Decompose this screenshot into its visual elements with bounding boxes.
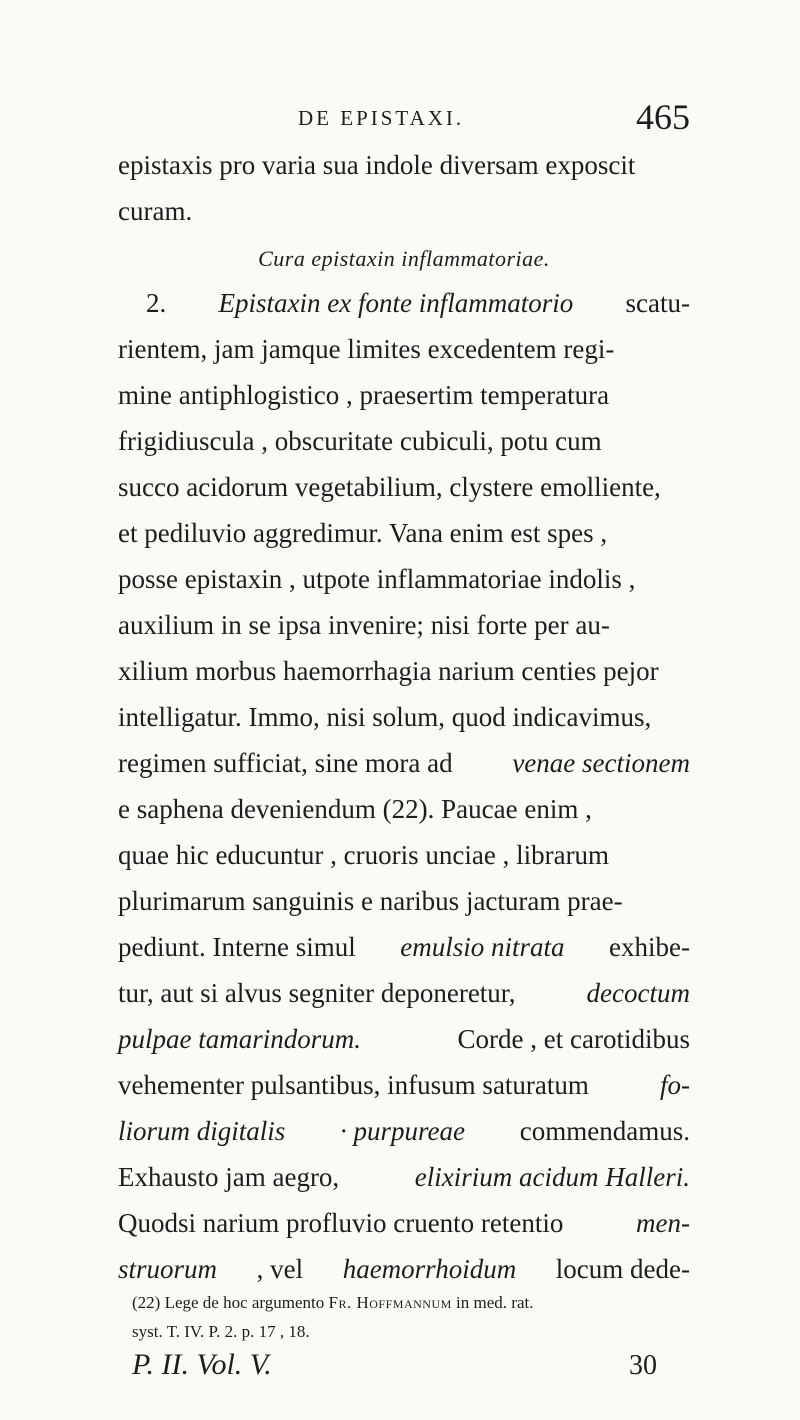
footnote-line: syst. T. IV. P. 2. p. 17 , 18.	[132, 1322, 310, 1341]
author-name: Fr. Hoffmannum	[328, 1293, 452, 1312]
italic-phrase: liorum digitalis	[118, 1116, 286, 1146]
italic-phrase: men-	[636, 1208, 690, 1238]
text-line: pulpae tamarindorum. Corde , et carotidibus	[118, 1016, 690, 1062]
italic-phrase: fo-	[660, 1070, 690, 1100]
footnote-line: (22) Lege de hoc argumento Fr. Hoffmannum in med. rat.	[132, 1293, 534, 1312]
italic-phrase: decoctum	[586, 978, 690, 1008]
signature-line	[132, 1348, 657, 1388]
italic-phrase: elixirium acidum Halleri.	[414, 1162, 690, 1192]
body-text	[118, 142, 690, 1292]
italic-phrase: struorum	[118, 1254, 218, 1284]
text-line: xilium morbus haemorrhagia narium centies pejor	[118, 656, 659, 686]
text-line: frigidiuscula , obscuritate cubiculi, potu cum	[118, 426, 602, 456]
text-line: rientem, jam jamque limites excedentem regi-	[118, 334, 615, 364]
text-line: regimen sufficiat, sine mora ad venae sectionem	[118, 740, 690, 786]
text-line: tur, aut si alvus segniter deponeretur, decoctum	[118, 970, 690, 1016]
signature-number: 30	[629, 1350, 657, 1381]
paragraph-number: 2.	[146, 288, 167, 318]
running-head: DE EPISTAXI.	[298, 106, 465, 130]
italic-phrase: emulsio nitrata	[400, 932, 565, 962]
text-line: et pediluvio aggredimur. Vana enim est spes ,	[118, 518, 608, 548]
text-line: pediunt. Interne simul emulsio nitrata exhibe-	[118, 924, 690, 970]
italic-phrase: venae sectionem	[512, 748, 690, 778]
footnote	[132, 1288, 692, 1346]
text-line: 2. Epistaxin ex fonte inflammatorio scatu-	[118, 280, 690, 326]
text-line: liorum digitalis · purpureae commendamus.	[118, 1108, 690, 1154]
italic-phrase: Epistaxin ex fonte inflammatorio	[218, 288, 574, 318]
signature-mark: P. II. Vol. V.	[132, 1348, 272, 1381]
text-line: mine antiphlogistico , praesertim temperatura	[118, 380, 610, 410]
text-line: auxilium in se ipsa invenire; nisi forte per au-	[118, 610, 610, 640]
text-line: e saphena deveniendum (22). Paucae enim ,	[118, 794, 592, 824]
italic-phrase: · purpureae	[340, 1116, 466, 1146]
page-number: 465	[636, 97, 690, 137]
text-line: succo acidorum vegetabilium, clystere emolliente,	[118, 472, 661, 502]
text-line: epistaxis pro varia sua indole diversam exposcit	[118, 150, 636, 180]
text-line: vehementer pulsantibus, infusum saturatum fo-	[118, 1062, 690, 1108]
italic-phrase: haemorrhoidum	[342, 1254, 517, 1284]
text-line: Exhausto jam aegro, elixirium acidum Halleri.	[118, 1154, 690, 1200]
text-line: posse epistaxin , utpote inflammatoriae indolis ,	[118, 564, 636, 594]
text-line: quae hic educuntur , cruoris unciae , librarum	[118, 840, 610, 870]
page-header	[118, 96, 690, 146]
text-line: struorum , vel haemorrhoidum locum dede-	[118, 1246, 690, 1292]
text-line: curam.	[118, 196, 193, 226]
text-line: intelligatur. Immo, nisi solum, quod indicavimus,	[118, 702, 652, 732]
text-line: Quodsi narium profluvio cruento retentio men-	[118, 1200, 690, 1246]
section-subheading: Cura epistaxin inflammatoriae.	[258, 246, 550, 271]
italic-phrase: pulpae tamarindorum.	[118, 1024, 361, 1054]
text-line: plurimarum sanguinis e naribus jacturam prae-	[118, 886, 623, 916]
